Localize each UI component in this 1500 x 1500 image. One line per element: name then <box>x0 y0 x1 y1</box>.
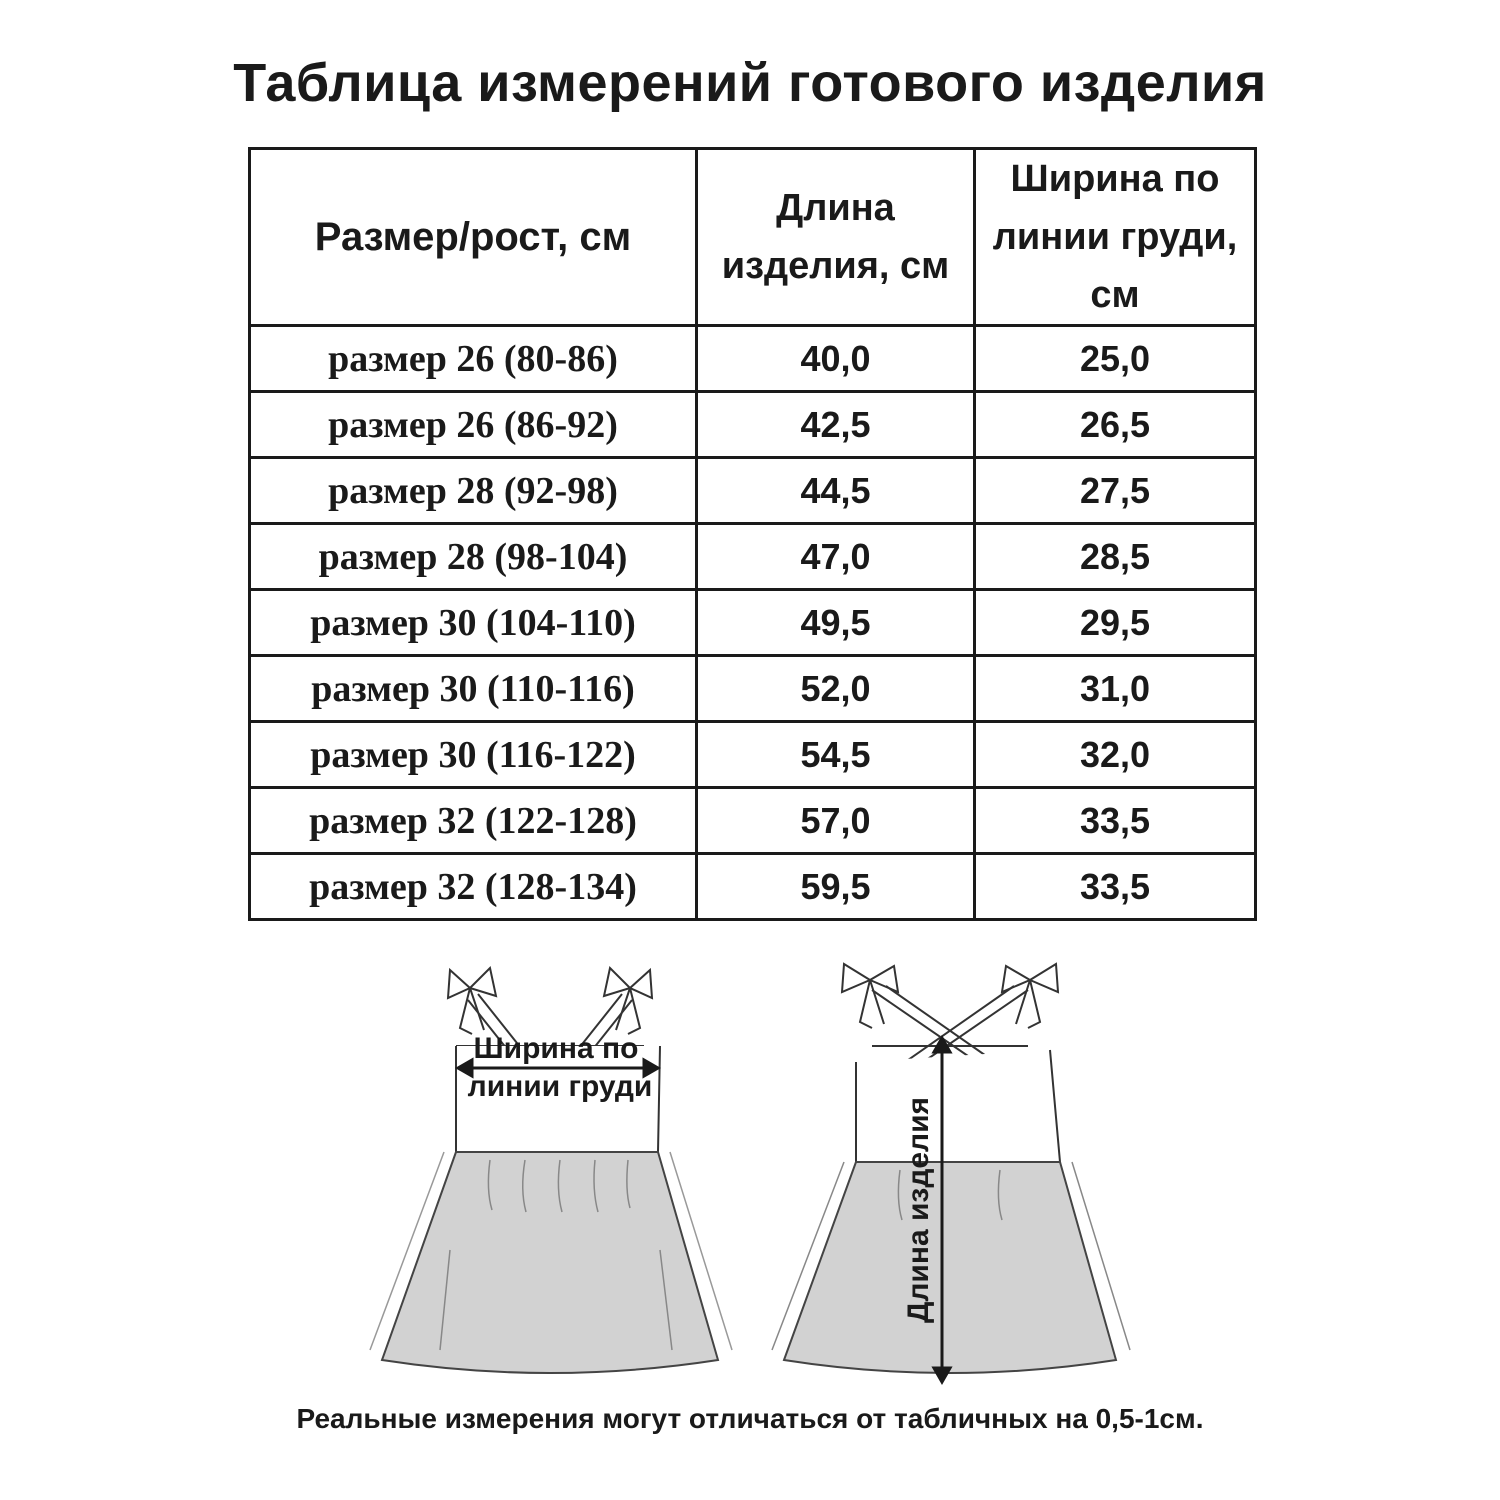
length-cell: 44,5 <box>697 458 975 524</box>
chest-width-cell: 29,5 <box>975 590 1256 656</box>
chest-width-cell: 33,5 <box>975 788 1256 854</box>
table-row <box>250 854 1256 920</box>
chest-width-cell: 27,5 <box>975 458 1256 524</box>
size-cell: размер 32 (128-134) <box>250 854 697 920</box>
length-cell: 49,5 <box>697 590 975 656</box>
length-cell: 54,5 <box>697 722 975 788</box>
page-title: Таблица измерений готового изделия <box>233 53 1267 113</box>
header-chest-width: Ширина по линии груди, см <box>975 149 1256 326</box>
size-cell: размер 30 (104-110) <box>250 590 697 656</box>
length-cell: 57,0 <box>697 788 975 854</box>
table-header-row <box>250 149 1256 326</box>
table-row <box>250 722 1256 788</box>
length-cell: 47,0 <box>697 524 975 590</box>
chest-width-cell: 33,5 <box>975 854 1256 920</box>
chest-width-cell: 26,5 <box>975 392 1256 458</box>
size-cell: размер 28 (92-98) <box>250 458 697 524</box>
size-cell: размер 26 (86-92) <box>250 392 697 458</box>
size-cell: размер 28 (98-104) <box>250 524 697 590</box>
size-cell: размер 30 (110-116) <box>250 656 697 722</box>
header-size: Размер/рост, см <box>250 149 697 326</box>
table-row <box>250 656 1256 722</box>
size-cell: размер 32 (122-128) <box>250 788 697 854</box>
length-label: Длина изделия <box>902 1096 935 1324</box>
chest-width-cell: 32,0 <box>975 722 1256 788</box>
size-cell: размер 30 (116-122) <box>250 722 697 788</box>
chest-width-label-line1: Ширина по <box>473 1032 639 1065</box>
table-row <box>250 788 1256 854</box>
chest-width-cell: 28,5 <box>975 524 1256 590</box>
table-row <box>250 458 1256 524</box>
table-row <box>250 392 1256 458</box>
table-row <box>250 524 1256 590</box>
length-cell: 52,0 <box>697 656 975 722</box>
chest-width-cell: 25,0 <box>975 326 1256 392</box>
table-row <box>250 326 1256 392</box>
length-cell: 40,0 <box>697 326 975 392</box>
size-table <box>248 147 1257 921</box>
header-length: Длина изделия, см <box>697 149 975 326</box>
length-cell: 42,5 <box>697 392 975 458</box>
length-cell: 59,5 <box>697 854 975 920</box>
chest-width-label-line2: линии груди <box>467 1070 653 1103</box>
size-cell: размер 26 (80-86) <box>250 326 697 392</box>
footnote: Реальные измерения могут отличаться от табличных на 0,5-1см. <box>296 1403 1204 1434</box>
chest-width-cell: 31,0 <box>975 656 1256 722</box>
dress-front-illustration <box>360 950 740 1390</box>
dress-back-illustration <box>760 950 1140 1390</box>
table-row <box>250 590 1256 656</box>
